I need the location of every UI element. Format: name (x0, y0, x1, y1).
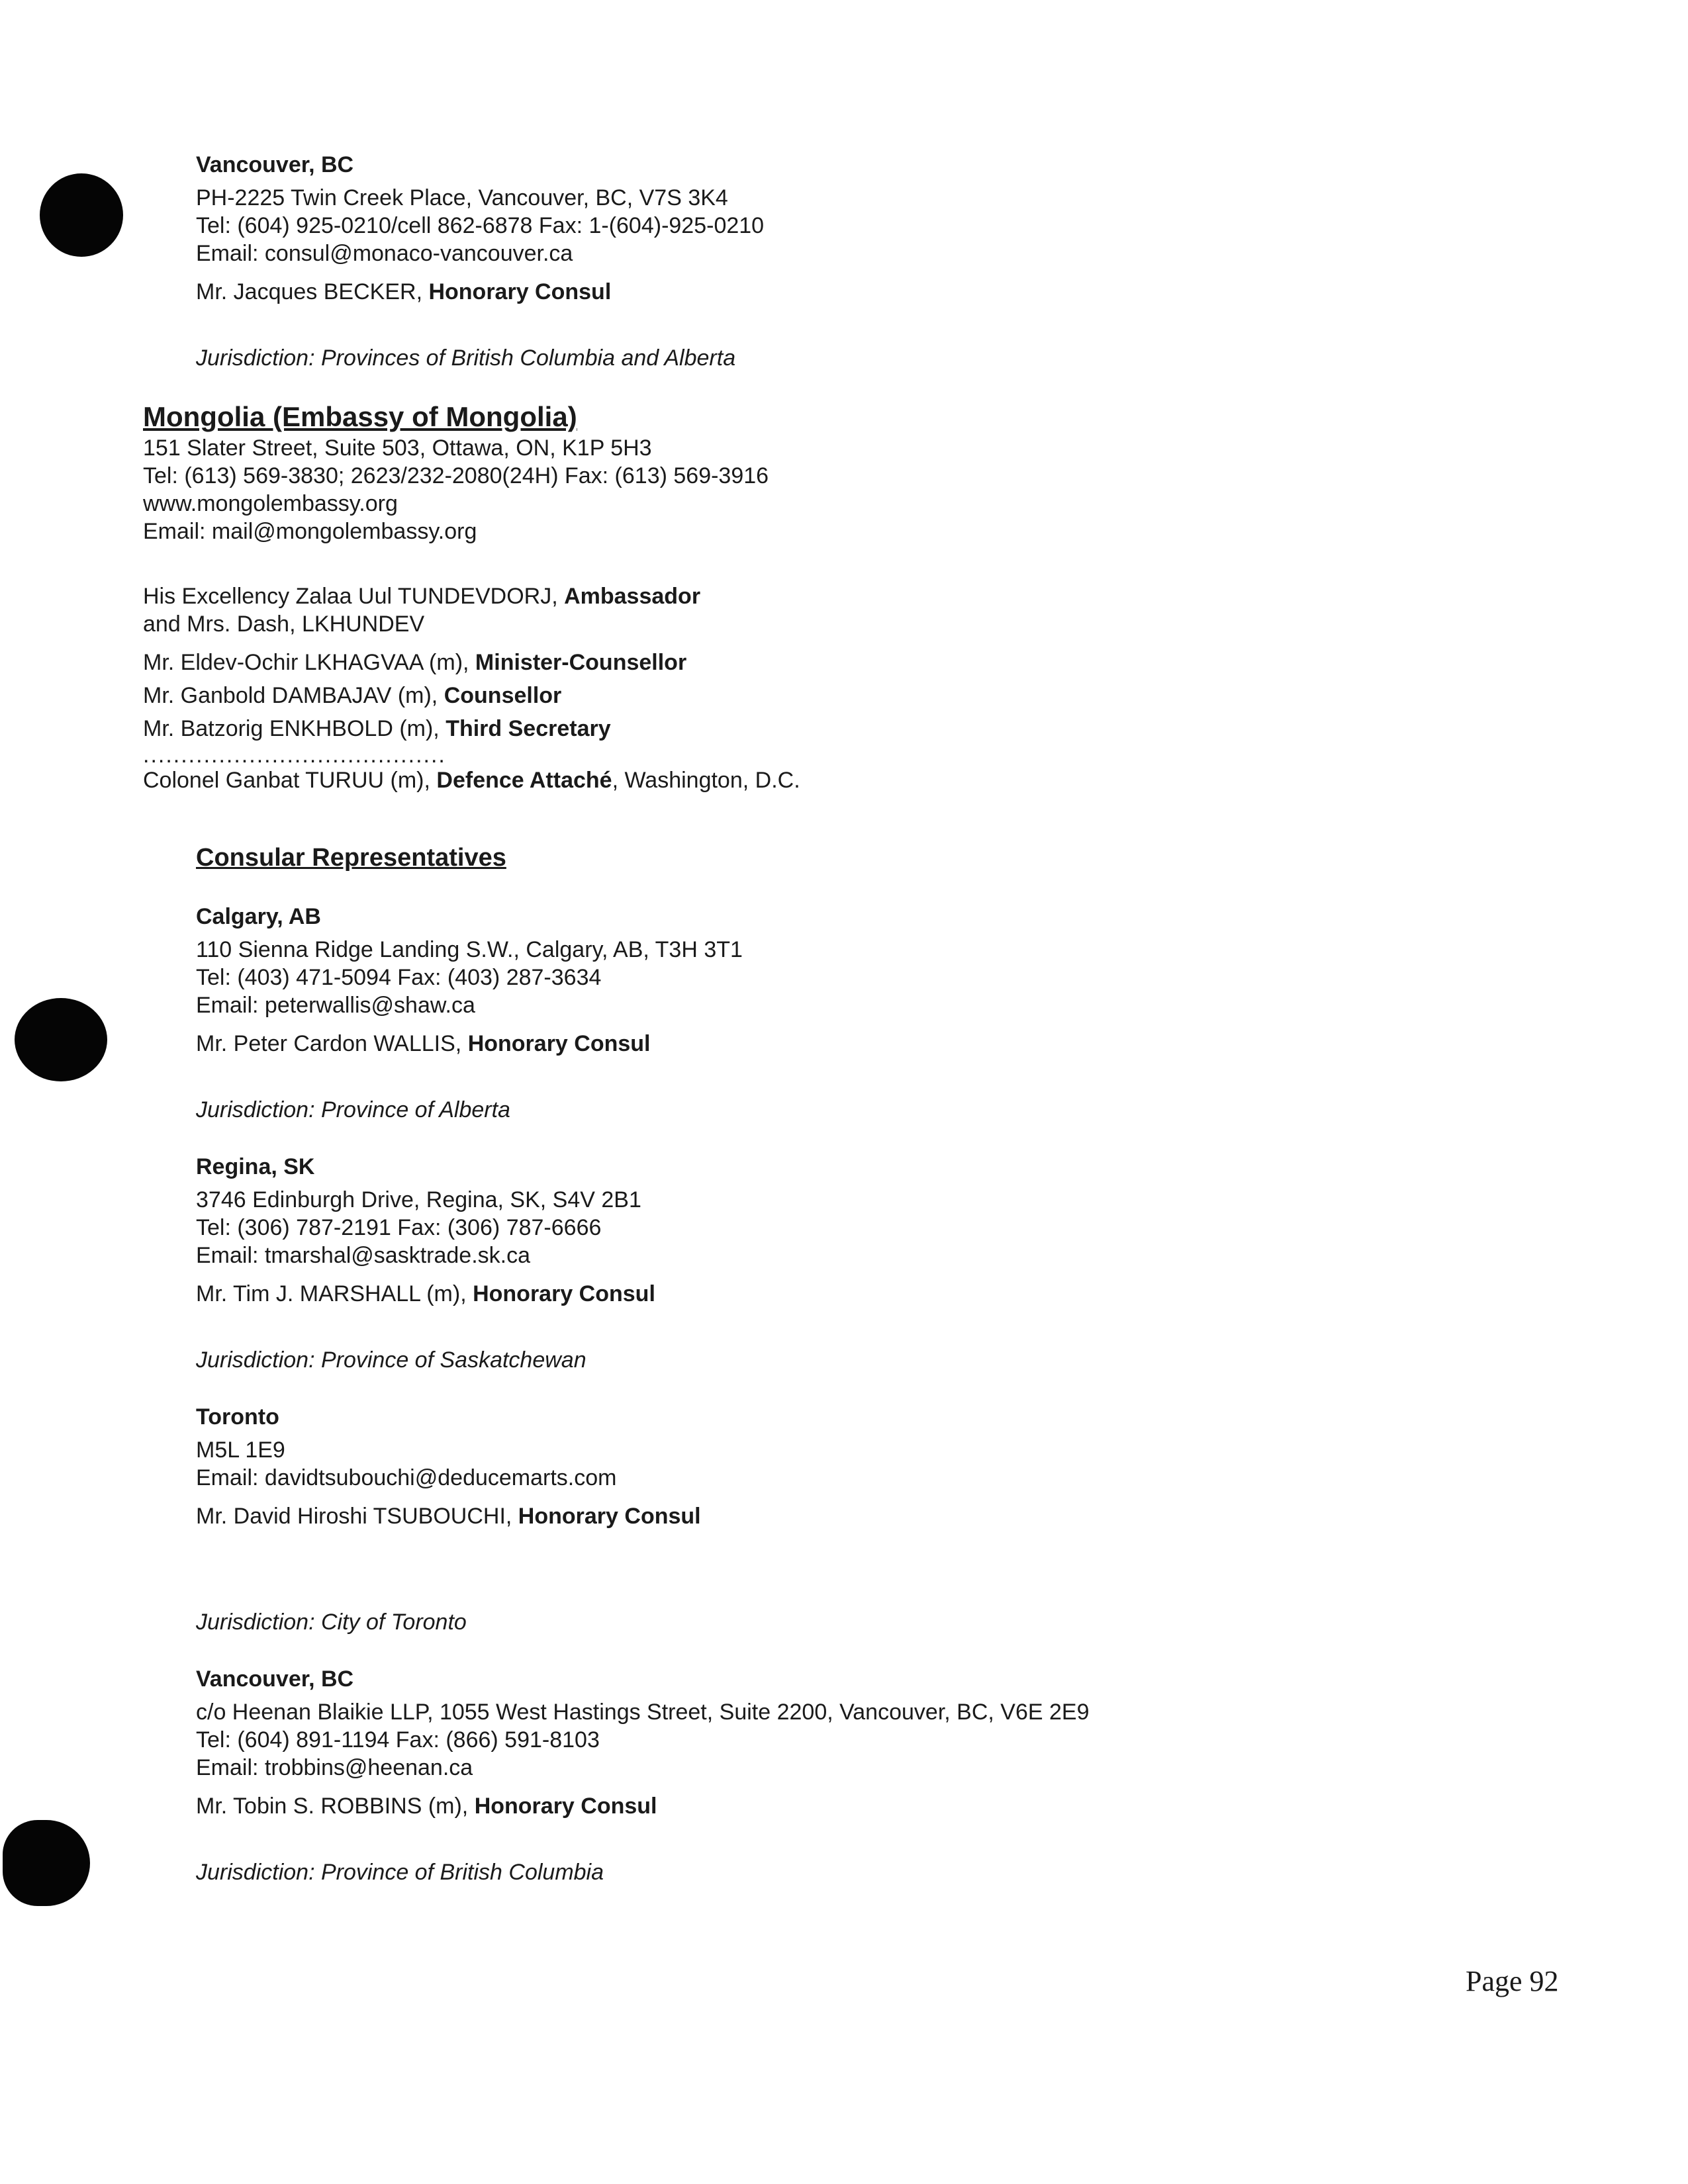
attache-name: Colonel Ganbat TURUU (m), (143, 768, 437, 793)
embassy-email: Email: mail@mongolembassy.org (143, 519, 477, 544)
consulate-jurisdiction: Jurisdiction: Province of Alberta (196, 1097, 510, 1122)
embassy-website (143, 490, 800, 518)
consul-name: Mr. David Hiroshi TSUBOUCHI, (196, 1504, 518, 1529)
staff-entry (143, 610, 800, 638)
consulate-email: Email: davidtsubouchi@deducemarts.com (196, 1465, 617, 1490)
consular-representatives (196, 842, 1090, 1886)
staff-entry (143, 646, 800, 679)
consul-entry (196, 1030, 1090, 1058)
attache-title: Defence Attaché (436, 768, 612, 793)
staff-name: Mr. Ganbold DAMBAJAV (m), (143, 683, 444, 708)
staff-title: Third Secretary (445, 716, 611, 741)
consul-title: Honorary Consul (428, 279, 612, 304)
consulate-email: Email: tmarshal@sasktrade.sk.ca (196, 1243, 531, 1268)
staff-title: Counsellor (444, 683, 562, 708)
consul-entry (196, 1280, 1090, 1308)
staff-entry (143, 582, 800, 610)
consulate-jurisdiction: Jurisdiction: Provinces of British Columbia and Alberta (196, 345, 736, 371)
consulate-address: 3746 Edinburgh Drive, Regina, SK, S4V 2B1 (196, 1187, 641, 1212)
staff-title: Minister-Counsellor (475, 650, 687, 675)
staff-entry (143, 712, 800, 745)
consulate-email: Email: consul@monaco-vancouver.ca (196, 241, 573, 266)
punch-hole-bottom (3, 1820, 90, 1906)
embassy-heading: Mongolia (Embassy of Mongolia) (143, 401, 577, 432)
consulate-phone: Tel: (403) 471-5094 Fax: (403) 287-3634 (196, 965, 602, 990)
consulate-email: Email: trobbins@heenan.ca (196, 1755, 473, 1780)
attache-location: , Washington, D.C. (612, 768, 800, 793)
consulate-city: Vancouver, BC (196, 152, 354, 177)
punch-hole-middle (15, 998, 107, 1081)
consul-title: Honorary Consul (473, 1281, 655, 1306)
embassy-website-link[interactable]: www.mongolembassy.org (143, 491, 398, 516)
consulate-city: Regina, SK (196, 1154, 315, 1179)
consular-heading: Consular Representatives (196, 844, 506, 872)
consulate-phone: Tel: (604) 891-1194 Fax: (866) 591-8103 (196, 1727, 600, 1752)
consulate-address: c/o Heenan Blaikie LLP, 1055 West Hastings Street, Suite 2200, Vancouver, BC, V6E 2E9 (196, 1700, 1090, 1725)
consulate-phone: Tel: (604) 925-0210/cell 862-6878 Fax: 1-(604)-925-0210 (196, 213, 765, 238)
consulate-jurisdiction: Jurisdiction: Province of Saskatchewan (196, 1347, 586, 1373)
consulate-address: 110 Sienna Ridge Landing S.W., Calgary, AB, T3H 3T1 (196, 937, 743, 962)
consul-name: Mr. Tim J. MARSHALL (m), (196, 1281, 473, 1306)
embassy-address: 151 Slater Street, Suite 503, Ottawa, ON, K1P 5H3 (143, 435, 652, 461)
consul-title: Honorary Consul (518, 1504, 701, 1529)
consulate-phone: Tel: (306) 787-2191 Fax: (306) 787-6666 (196, 1215, 602, 1240)
consulate-city: Vancouver, BC (196, 1666, 354, 1692)
punch-hole-top (40, 173, 123, 257)
embassy-phone: Tel: (613) 569-3830; 2623/232-2080(24H) Fax: (613) 569-3916 (143, 463, 769, 488)
staff-entry (143, 679, 800, 712)
consul-name: Mr. Jacques BECKER, (196, 279, 429, 304)
consul-title: Honorary Consul (474, 1794, 657, 1819)
mongolia-embassy (143, 400, 800, 796)
consulate-address: M5L 1E9 (196, 1437, 285, 1463)
consulate-email: Email: peterwallis@shaw.ca (196, 993, 475, 1018)
consul-entry (196, 1502, 1090, 1530)
consulate-city: Toronto (196, 1404, 279, 1430)
staff-name: Mr. Eldev-Ochir LKHAGVAA (m), (143, 650, 475, 675)
staff-name: and Mrs. Dash, LKHUNDEV (143, 612, 425, 637)
defence-attache-entry (143, 765, 800, 796)
page-number: Page 92 (1466, 1965, 1559, 1997)
consul-entry (196, 1792, 1090, 1820)
section-separator: ........................................ (143, 743, 446, 768)
consulate-jurisdiction: Jurisdiction: Province of British Columbia (196, 1860, 604, 1885)
consul-title: Honorary Consul (467, 1031, 651, 1056)
monaco-vancouver-consulate (196, 151, 764, 372)
staff-name: His Excellency Zalaa Uul TUNDEVDORJ, (143, 584, 565, 609)
consul-name: Mr. Peter Cardon WALLIS, (196, 1031, 468, 1056)
consul-name: Mr. Tobin S. ROBBINS (m), (196, 1794, 475, 1819)
staff-title: Ambassador (564, 584, 701, 609)
consulate-city: Calgary, AB (196, 904, 321, 929)
consulate-jurisdiction: Jurisdiction: City of Toronto (196, 1610, 467, 1635)
staff-name: Mr. Batzorig ENKHBOLD (m), (143, 716, 446, 741)
consul-entry (196, 278, 764, 306)
consulate-address: PH-2225 Twin Creek Place, Vancouver, BC, V7S 3K4 (196, 185, 728, 210)
